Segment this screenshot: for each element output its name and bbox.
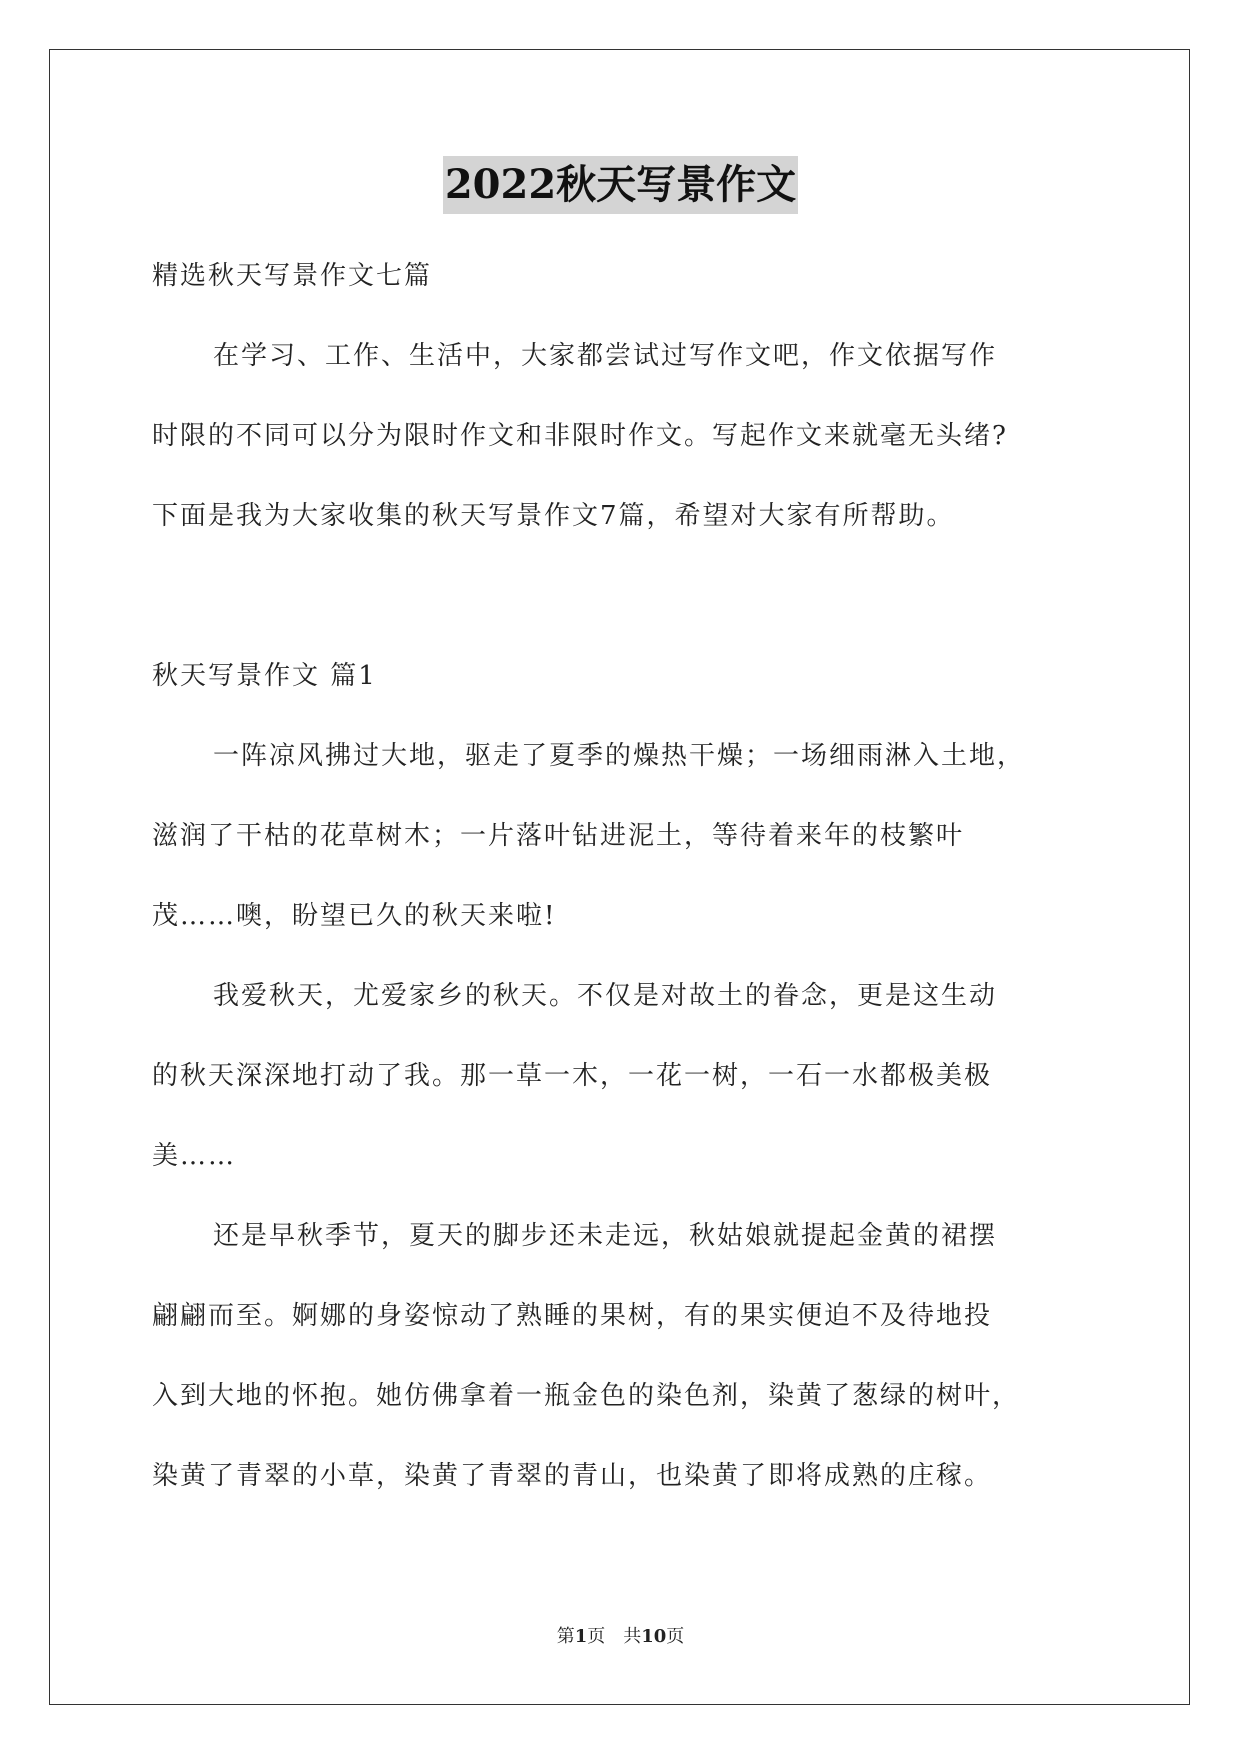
paragraph1-line: 茂……噢，盼望已久的秋天来啦! — [152, 901, 557, 931]
page-suffix: 页 — [666, 1626, 685, 1647]
intro-line: 时限的不同可以分为限时作文和非限时作文。写起作文来就毫无头绪? — [152, 421, 1008, 451]
title-wrap — [0, 156, 1241, 214]
page-total: 10 — [641, 1626, 667, 1647]
document-body — [152, 236, 1102, 1516]
section-heading: 秋天写景作文 篇1 — [152, 661, 377, 691]
spacer — [152, 556, 1102, 636]
page-footer — [0, 1624, 1241, 1650]
paragraph2-line: 的秋天深深地打动了我。那一草一木，一花一树，一石一水都极美极 — [152, 1061, 993, 1091]
paragraph2-line: 美…… — [152, 1141, 237, 1171]
intro-line: 下面是我为大家收集的秋天写景作文7篇，希望对大家有所帮助。 — [152, 501, 955, 531]
paragraph1-line: 一阵凉风拂过大地，驱走了夏季的燥热干燥；一场细雨淋入土地， — [213, 741, 1026, 771]
page-mid: 页 共 — [587, 1626, 642, 1647]
paragraph3-line: 还是早秋季节，夏天的脚步还未走远，秋姑娘就提起金黄的裙摆 — [213, 1221, 998, 1251]
paragraph3-line: 入到大地的怀抱。她仿佛拿着一瓶金色的染色剂，染黄了葱绿的树叶， — [152, 1381, 1021, 1411]
paragraph1-line: 滋润了干枯的花草树木；一片落叶钻进泥土，等待着来年的枝繁叶 — [152, 821, 965, 851]
paragraph2-line: 我爱秋天，尤爱家乡的秋天。不仅是对故土的眷念，更是这生动 — [213, 981, 998, 1011]
page-current: 1 — [574, 1626, 588, 1647]
paragraph3-line: 染黄了青翠的小草，染黄了青翠的青山，也染黄了即将成熟的庄稼。 — [152, 1461, 993, 1491]
paragraph3-line: 翩翩而至。婀娜的身姿惊动了熟睡的果树，有的果实便迫不及待地投 — [152, 1301, 993, 1331]
document-subtitle: 精选秋天写景作文七篇 — [152, 261, 433, 291]
intro-line: 在学习、工作、生活中，大家都尝试过写作文吧，作文依据写作 — [213, 341, 998, 371]
page-prefix: 第 — [556, 1626, 575, 1647]
document-title: 2022秋天写景作文 — [443, 156, 798, 214]
